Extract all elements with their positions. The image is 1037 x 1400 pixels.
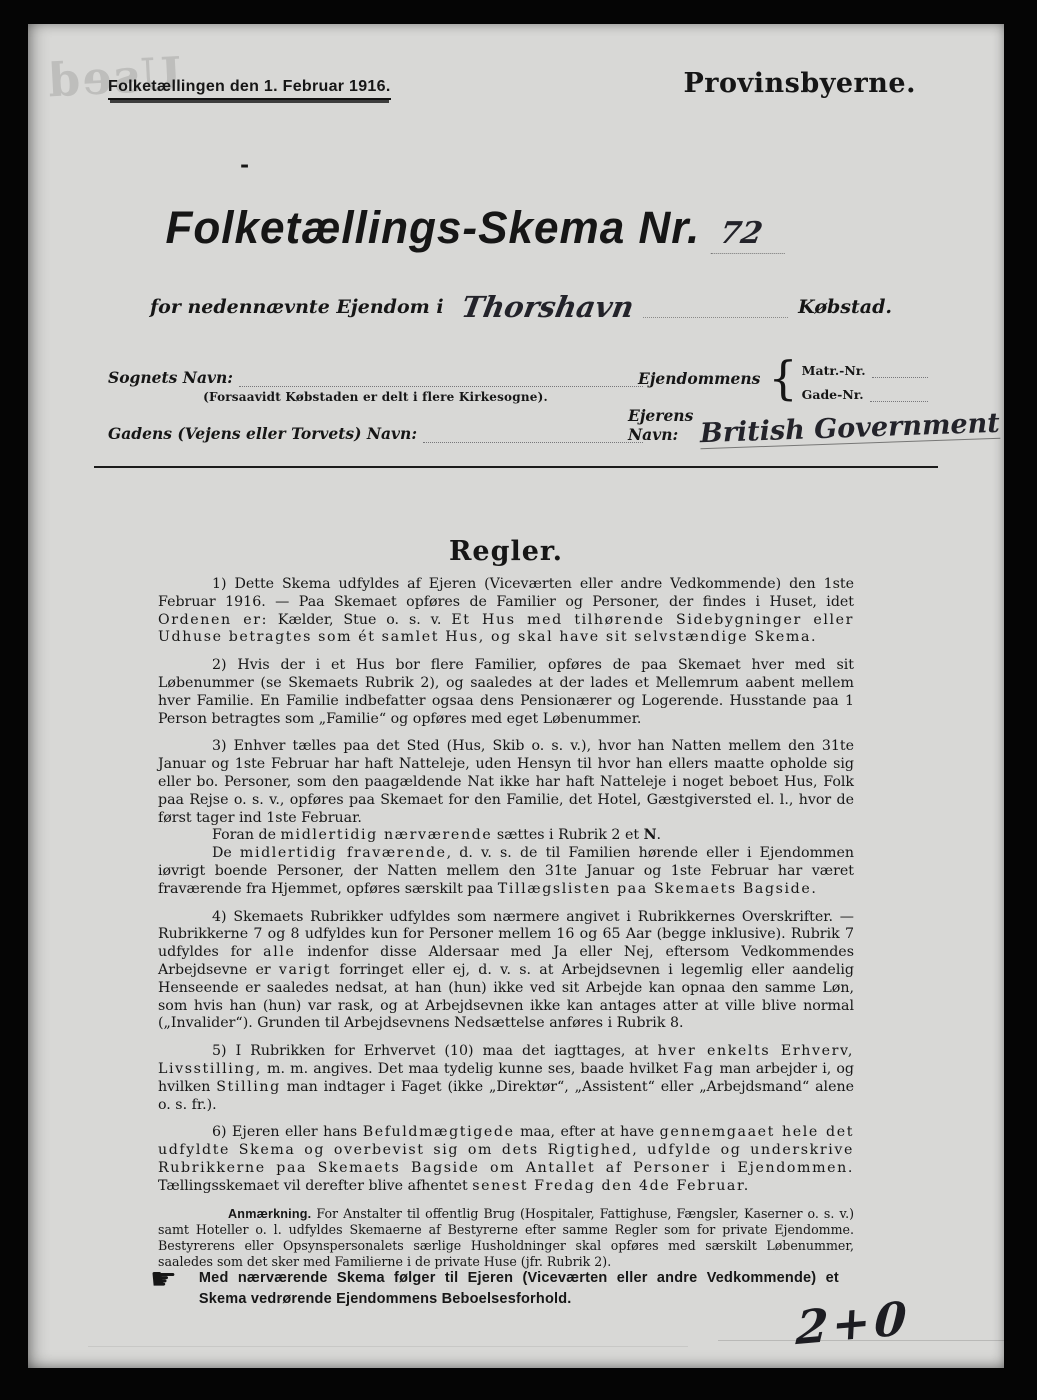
parish-name-note: (Forsaavidt Købstaden er delt i flere Kirkesogne). bbox=[203, 390, 548, 404]
rule-paragraph: Foran de midlertidig nærværende sættes i Rubrik 2 et N. bbox=[212, 827, 662, 844]
place-name-dotted-line bbox=[643, 296, 788, 318]
brace-glyph: { bbox=[768, 351, 798, 405]
parish-name-label: Sognets Navn: bbox=[108, 368, 233, 387]
rule-paragraph: 2) Hvis der i et Hus bor flere Familier, opføres de paa Skemaet hver med sit Løbenummer (se Skemaets Rubrik 2), og saaledes at der lades et Mellemrum aabent mellem hver Familie. En Familie indbefatter ogsaa dens Pensionærer og Logerende. Husstande paa 1 Person betragtes som „Familie“ og opføres med eget Løbenummer. bbox=[158, 657, 854, 727]
form-subtitle-row bbox=[150, 290, 892, 324]
matr-nr-label: Matr.-Nr. bbox=[801, 363, 866, 378]
footer-note bbox=[150, 1262, 880, 1310]
rule-paragraph: De midlertidig fraværende, d. v. s. de til Familien hørende eller i Ejendommen iøvrigt boende Personer, der Natten mellem den 31te Januar og 1ste Februar har været fraværende fra Hjemmet, opføres særskilt paa Tillægslisten paa Skemaets Bagside. bbox=[158, 845, 855, 897]
stray-pen-mark: - bbox=[240, 152, 250, 178]
street-name-label: Gadens (Vejens eller Torvets) Navn: bbox=[108, 424, 418, 443]
rule-paragraph: 1) Dette Skema udfyldes af Ejeren (Viceværten eller andre Vedkommende) den 1ste Februar 1916. — Paa Skemaet opføres de Familier og Personer, der findes i Huset, idet Ordenen er: Kælder, Stue o. s. v. Et Hus med tilhørende Sidebygninger eller Udhuse betragtes som ét samlet Hus, og skal have sit selvstændige Skema. bbox=[158, 576, 854, 646]
rule-paragraph: 5) I Rubrikken for Erhvervet (10) maa det iagttages, at hver enkelts Erhverv, Livsstilling, m. m. angives. Det maa tydelig kunne ses, baade hvilket Fag man arbejder i, og hvilken Stilling man indtager i Faget (ikke „Direktør“, „Assistent“ eller „Arbejdsmand“ alene o. s. fr.). bbox=[158, 1043, 855, 1113]
gade-nr-label: Gade-Nr. bbox=[801, 387, 864, 402]
section-divider-rule bbox=[94, 466, 938, 468]
bleed-through-watermark: Used bbox=[44, 46, 183, 108]
form-title-row bbox=[160, 202, 900, 254]
rule-paragraph: 6) Ejeren eller hans Befuldmægtigede maa, efter at have gennemgaaet hele det udfyldte Skema og overbevist sig om dets Rigtighed, udfylde og underskrive Rubrikkerne paa Skemaets Bagside om Antallet af Personer i Ejendommen. Tællingsskemaet vil derefter blive afhentet senest Fredag den 4de Februar. bbox=[158, 1124, 854, 1194]
footer-note-text: Med nærværende Skema følger til Ejeren (Viceværten eller andre Vedkommende) et Skema vedrørende Ejendommens Beboelsesforhold. bbox=[198, 1270, 839, 1307]
rule-paragraph: Anmærkning. For Anstalter til offentlig Brug (Hospitaler, Fattighuse, Fængsler, Kaserner o. s. v.) samt Hoteller o. l. udfyldes Skemaerne af Bestyrerne efter samme Regler som for private Ejendomme. Bestyrerens eller Opsynspersonalets særlige Husholdninger skal opføres med særskilt Løbenummer, saaledes som det sker med Familierne i de private Huse (jfr. Rubrik 2). bbox=[158, 1205, 854, 1270]
property-label: Ejendommens bbox=[638, 368, 761, 388]
street-name-field bbox=[108, 424, 643, 443]
parish-name-field bbox=[108, 368, 643, 404]
place-name-handwritten: Thorshavn bbox=[458, 290, 637, 324]
form-title: Folketællings-Skema Nr. bbox=[165, 202, 701, 253]
rule-paragraph: 4) Skemaets Rubrikker udfyldes som nærmere angivet i Rubrikkernes Overskrifter. — Rubrikkerne 7 og 8 udfyldes kun for Personer mellem 16 og 65 Aar (begge inklusive). Rubrik 7 udfyldes for alle indenfor disse Aldersaar med Ja eller Nej, eftersom Vedkommendes Arbejdsevne er varigt forringet eller ej, d. v. s. at Arbejdsevnen i legemlig eller aandelig Henseende er saaledes nedsat, at han (hun) ikke ved sit Arbejde kan opnaa den samme Løn, som hvis han (hun) var rask, og at Arbejdsevnen ikke kan antages atter at ville blive normal („Invalider“). Grunden til Arbejdsevnens Nedsættelse anføres i Rubrik 8. bbox=[158, 908, 854, 1032]
census-form-page bbox=[28, 24, 1004, 1368]
tally-handwritten: 2+0 bbox=[794, 1290, 912, 1356]
parish-name-line bbox=[239, 371, 643, 388]
owner-name-handwritten: British Government bbox=[699, 407, 1001, 450]
street-name-line bbox=[423, 427, 643, 444]
subtitle-prefix: for nedennævnte Ejendom i bbox=[150, 296, 444, 318]
property-number-field bbox=[638, 351, 928, 405]
scan-artifact-line bbox=[88, 1346, 688, 1347]
form-number-handwritten: 72 bbox=[710, 216, 790, 254]
owner-name-label: Ejerens Navn: bbox=[628, 406, 694, 444]
pointing-hand-icon: ☛ bbox=[150, 1262, 177, 1297]
rule-paragraph: 3) Enhver tælles paa det Sted (Hus, Skib o. s. v.), hvor han Natten mellem den 31te Januar og 1ste Februar har haft Natteleje, uden Hensyn til hvor han ellers maatte opholde sig eller bo. Personer, som den paagældende Nat ikke har haft Natteleje i noget beboet Hus, Folk paa Rejse o. s. v., opføres paa Skemaet for den Familie, det Hotel, Gæstgiversted el. l., hvor de først tager ind 1ste Februar. bbox=[158, 738, 854, 826]
gade-nr-line bbox=[870, 389, 928, 403]
header-census-date: Folketællingen den 1. Februar 1916. bbox=[108, 78, 391, 100]
subtitle-suffix: Købstad. bbox=[798, 296, 892, 318]
owner-name-field bbox=[628, 406, 1001, 450]
rules-heading: Regler. bbox=[448, 536, 564, 567]
header-region-title: Provinsbyerne. bbox=[683, 68, 916, 99]
rules-paragraphs bbox=[158, 576, 854, 1270]
matr-nr-line bbox=[872, 365, 928, 379]
